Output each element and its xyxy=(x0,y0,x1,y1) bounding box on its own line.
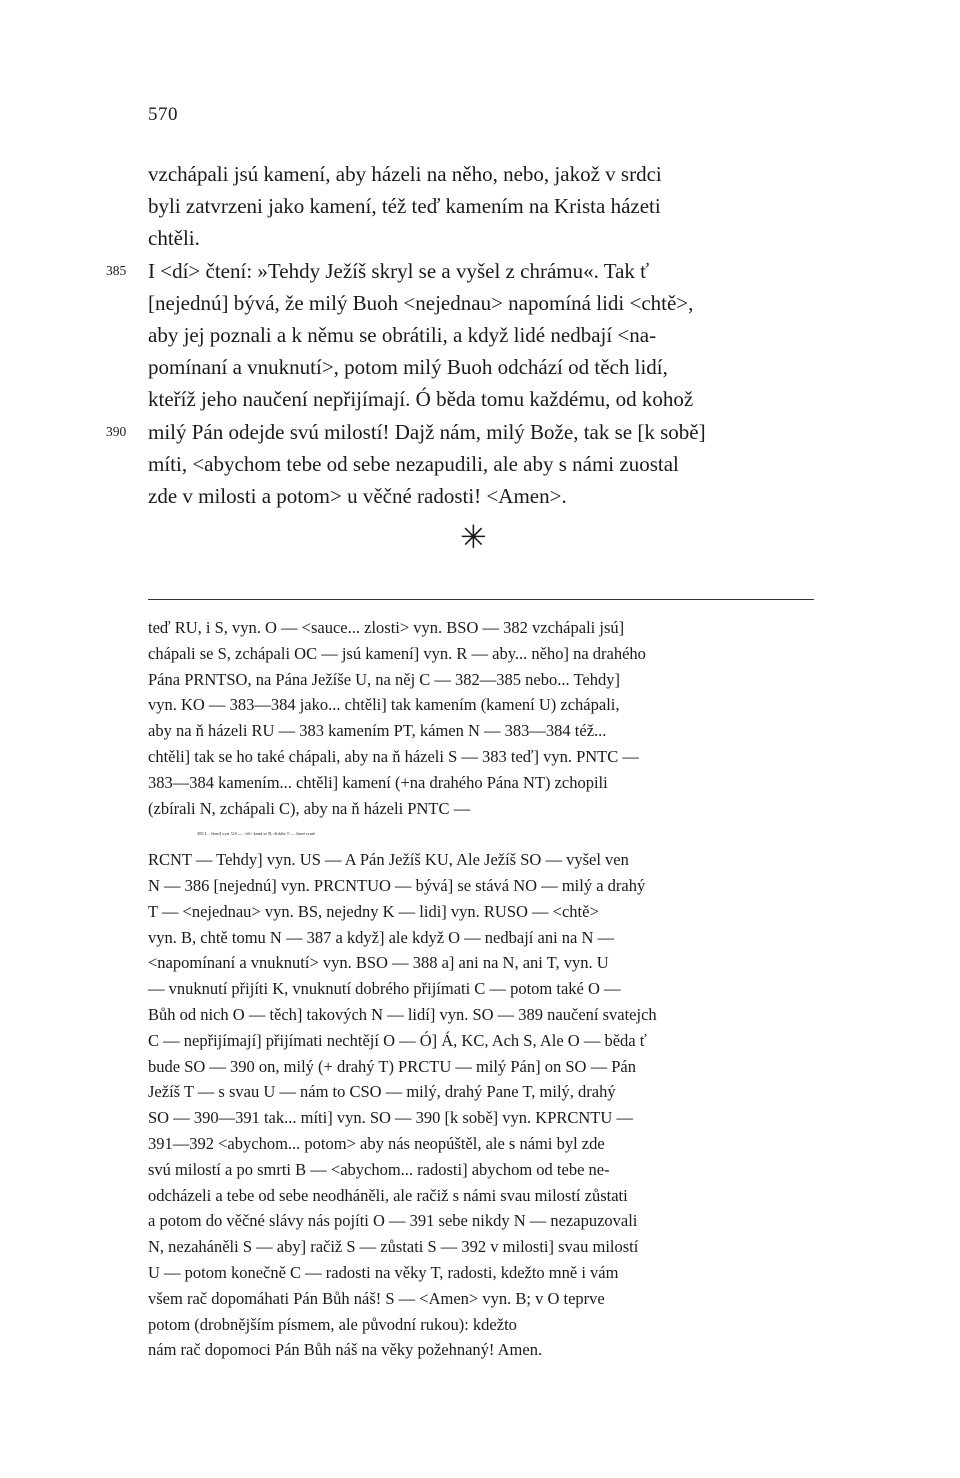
main-line-text: míti, <abychom tebe od sebe nezapudili, ale aby s námi zuostal xyxy=(148,451,679,476)
line-number: 390 xyxy=(106,423,127,439)
note-line: Bůh od nich O — těch] takových N — lidí] vyn. SO — 389 naučení svatejch xyxy=(148,1004,657,1024)
note-line: (zbírali N, zchápali C), aby na ň házeli PNTC — xyxy=(148,798,471,818)
note-line: teď RU, i S, vyn. O — <sauce... zlosti> vyn. BSO — 382 vzchápali jsú] xyxy=(148,618,625,637)
note-line: bude SO — 390 on, milý (+ drahý T) PRCTU — milý Pán] on SO — Pán xyxy=(148,1056,636,1076)
page-number: 570 xyxy=(148,104,178,125)
main-text xyxy=(106,158,814,512)
main-line-text: [nejednú] bývá, že milý Buoh <nejednau> napomíná lidi <chtě>, xyxy=(148,290,694,315)
critical-apparatus xyxy=(148,615,814,1363)
main-line xyxy=(148,158,814,190)
note-line: N — 386 [nejednú] vyn. PRCNTUO — bývá] se stává NO — milý a drahý xyxy=(148,875,646,895)
main-line-text: I <dí> čtení: »Tehdy Ježíš skryl se a vyšel z chrámu«. Tak ť xyxy=(148,258,650,283)
note-line: <napomínaní a vnuknutí> vyn. BSO — 388 a] ani na N, ani T, vyn. U xyxy=(148,953,609,973)
main-line xyxy=(106,416,814,448)
note-line: aby na ň házeli RU — 383 kamením PT, kámen N — 383—384 též... xyxy=(148,721,607,741)
note-line: všem rač dopomáhati Pán Bůh náš! S — <Amen> vyn. B; v O teprve xyxy=(148,1288,605,1308)
note-line: SO — 390—391 tak... míti] vyn. SO — 390 [k sobě] vyn. KPRCNTU — xyxy=(148,1108,633,1128)
note-line: chtěli] tak se ho také chápali, aby na ň házeli S — 383 teď] vyn. PNTC — xyxy=(148,746,639,766)
main-line-text: vzchápali jsú kamení, aby házeli na něho, nebo, jakož v srdci xyxy=(148,162,662,186)
note-line: T — <nejednau> vyn. BS, nejedny K — lidi] vyn. RUSO — <chtě> xyxy=(148,901,599,921)
note-line: vyn. KO — 383—384 jako... chtěli] tak kamením (kamení U) zchápali, xyxy=(148,695,620,715)
note-line: 385 I... čtení] vyn. US — <dí> koná se B, dí dále T — čtení svaté xyxy=(197,831,316,837)
note-line: a potom do věčné slávy nás pojíti O — 391 sebe nikdy N — nezapuzovali xyxy=(148,1211,638,1231)
main-line-text: aby jej poznali a k němu se obrátili, a když lidé nedbají <na- xyxy=(148,322,657,347)
note-line: potom (drobnějším písmem, ale původní rukou): kdežto xyxy=(148,1314,517,1334)
note-line: C — nepřijímají] přijímati nechtějí O — Ó] Á, KC, Ach S, Ale O — běda ť xyxy=(148,1030,647,1050)
main-line xyxy=(148,351,814,383)
main-line xyxy=(148,319,814,351)
section-separator-asterisk-icon: ✳ xyxy=(460,518,487,556)
main-line-text: byli zatvrzeni jako kamení, též teď kamením na Krista házeti xyxy=(148,194,661,219)
note-line: svú milostí a po smrti B — <abychom... radosti] abychom od tebe ne- xyxy=(148,1159,610,1179)
note-line: — vnuknutí přijíti K, vnuknutí dobrého přijímati C — potom také O — xyxy=(148,979,621,999)
note-line: RCNT — Tehdy] vyn. US — A Pán Ježíš KU, Ale Ježíš SO — vyšel ven xyxy=(148,850,629,870)
main-line-text: chtěli. xyxy=(148,226,200,251)
note-line: N, nezaháněli S — aby] račiž S — zůstati S — 392 v milosti] svau milostí xyxy=(148,1237,639,1257)
main-line xyxy=(148,222,814,254)
note-line: 391—392 <abychom... potom> aby nás neopúštěl, ale s námi byl zde xyxy=(148,1133,605,1153)
footnote-divider xyxy=(148,599,814,600)
main-line xyxy=(148,190,814,222)
note-line: U — potom konečně C — radosti na věky T, radosti, kdežto mně i vám xyxy=(148,1262,619,1282)
main-line xyxy=(148,448,814,480)
note-line: 383—384 kamením... chtěli] kamení (+na drahého Pána NT) zchopili xyxy=(148,772,608,792)
main-line xyxy=(148,383,814,415)
note-line: Ježíš T — s svau U — nám to CSO — milý, drahý Pane T, milý, drahý xyxy=(148,1082,616,1102)
main-line xyxy=(106,255,814,287)
main-line-text: pomínaní a vnuknutí>, potom milý Buoh odchází od těch lidí, xyxy=(148,355,668,380)
main-line-text: milý Pán odejde svú milostí! Dajž nám, milý Bože, tak se [k sobě] xyxy=(148,419,706,444)
main-line xyxy=(148,287,814,319)
note-line: nám rač dopomoci Pán Bůh náš na věky požehnaný! Amen. xyxy=(148,1340,543,1360)
note-line: odcházeli a tebe od sebe neodháněli, ale račiž s námi svau milostí zůstati xyxy=(148,1185,628,1205)
main-line xyxy=(148,480,814,512)
main-line-text: zde v milosti a potom> u věčné radosti! <Amen>. xyxy=(148,483,567,508)
main-line-text: kteříž jeho naučení nepřijímají. Ó běda tomu každému, od kohož xyxy=(148,387,694,412)
note-line: chápali se S, zchápali OC — jsú kamení] vyn. R — aby... něho] na drahého xyxy=(148,643,646,663)
line-number: 385 xyxy=(106,262,127,278)
note-line: vyn. B, chtě tomu N — 387 a když] ale když O — nedbají ani na N — xyxy=(148,927,615,947)
note-line: Pána PRNTSO, na Pána Ježíše U, na něj C — 382—385 nebo... Tehdy] xyxy=(148,669,620,689)
